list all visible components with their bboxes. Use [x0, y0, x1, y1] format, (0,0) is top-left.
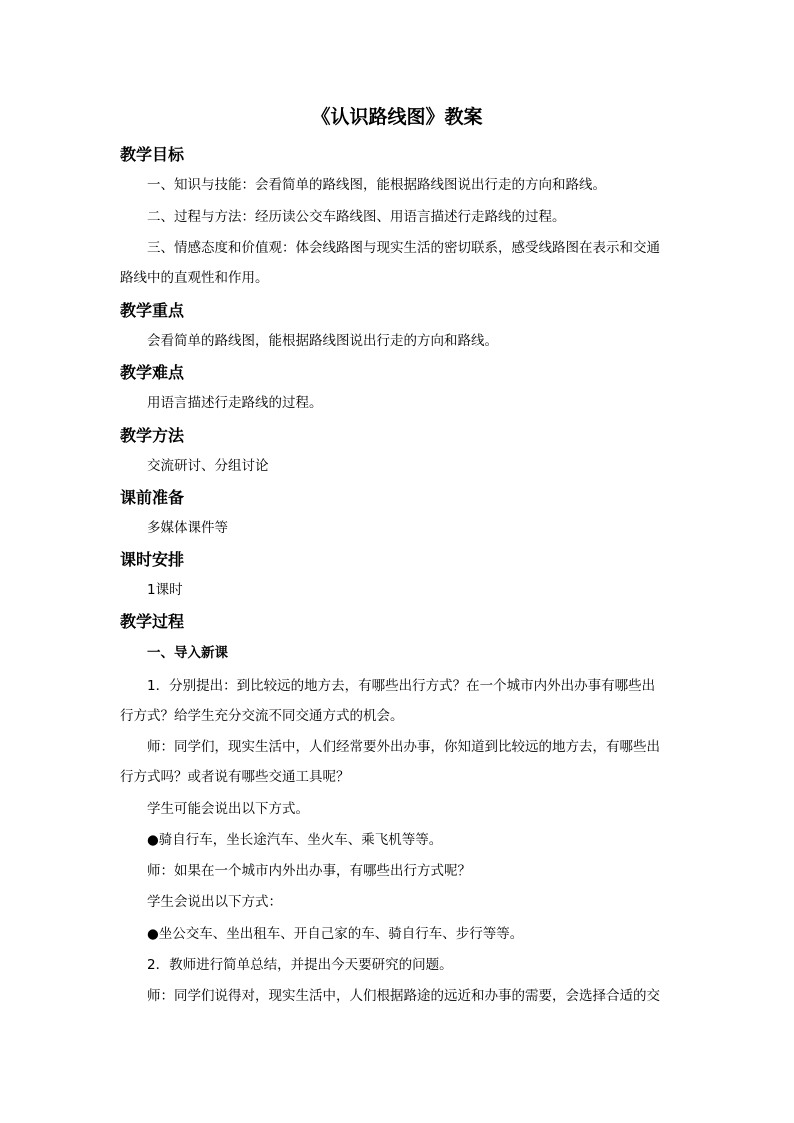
paragraph-student-answer-intro: 学生可能会说出以下方式。 [147, 801, 309, 817]
heading-teaching-goals: 教学目标 [120, 145, 185, 164]
paragraph-teacher-summary: 师：同学们说得对，现实生活中，人们根据路途的远近和办事的需要，会选择合适的交 [147, 988, 660, 1004]
heading-preparation: 课前准备 [120, 488, 185, 507]
document-title: 《认识路线图》教案 [311, 106, 483, 128]
paragraph-methods: 交流研讨、分组讨论 [147, 458, 269, 474]
heading-schedule: 课时安排 [120, 550, 185, 569]
paragraph-schedule: 1课时 [147, 582, 183, 598]
paragraph-teacher-question: 师：同学们，现实生活中，人们经常要外出办事，你知道到比较远的地方去，有哪些出 [147, 739, 660, 755]
paragraph-goal-attitude-cont: 路线中的直观性和作用。 [120, 270, 269, 286]
paragraph-goal-process: 二、过程与方法：经历读公交车路线图、用语言描述行走路线的过程。 [147, 209, 566, 225]
heading-methods: 教学方法 [120, 426, 185, 445]
paragraph-difficulties: 用语言描述行走路线的过程。 [147, 395, 323, 411]
paragraph-step1: 1．分别提出：到比较远的地方去，有哪些出行方式？在一个城市内外出办事有哪些出 [147, 678, 656, 694]
paragraph-preparation: 多媒体课件等 [147, 520, 228, 536]
paragraph-student-city-intro: 学生会说出以下方式： [147, 894, 282, 910]
heading-process: 教学过程 [120, 612, 185, 631]
paragraph-goal-attitude: 三、情感态度和价值观：体会线路图与现实生活的密切联系，感受线路图在表示和交通 [147, 240, 660, 256]
paragraph-goal-knowledge: 一、知识与技能：会看简单的路线图，能根据路线图说出行走的方向和路线。 [147, 177, 606, 193]
paragraph-teacher-city: 师：如果在一个城市内外出办事，有哪些出行方式呢？ [147, 863, 471, 879]
heading-key-points: 教学重点 [120, 301, 185, 320]
paragraph-key-points: 会看简单的路线图，能根据路线图说出行走的方向和路线。 [147, 333, 498, 349]
subheading-introduction: 一、导入新课 [147, 645, 228, 661]
paragraph-step2: 2．教师进行简单总结，并提出今天要研究的问题。 [147, 957, 453, 973]
heading-difficulties: 教学难点 [120, 363, 185, 382]
bullet-city-travel: ●坐公交车、坐出租车、开自己家的车、骑自行车、步行等等。 [147, 926, 524, 942]
paragraph-teacher-question-cont: 行方式吗？或者说有哪些交通工具呢？ [120, 769, 350, 785]
paragraph-step1-cont: 行方式？给学生充分交流不同交通方式的机会。 [120, 708, 404, 724]
bullet-long-distance: ●骑自行车，坐长途汽车、坐火车、乘飞机等等。 [147, 832, 443, 848]
